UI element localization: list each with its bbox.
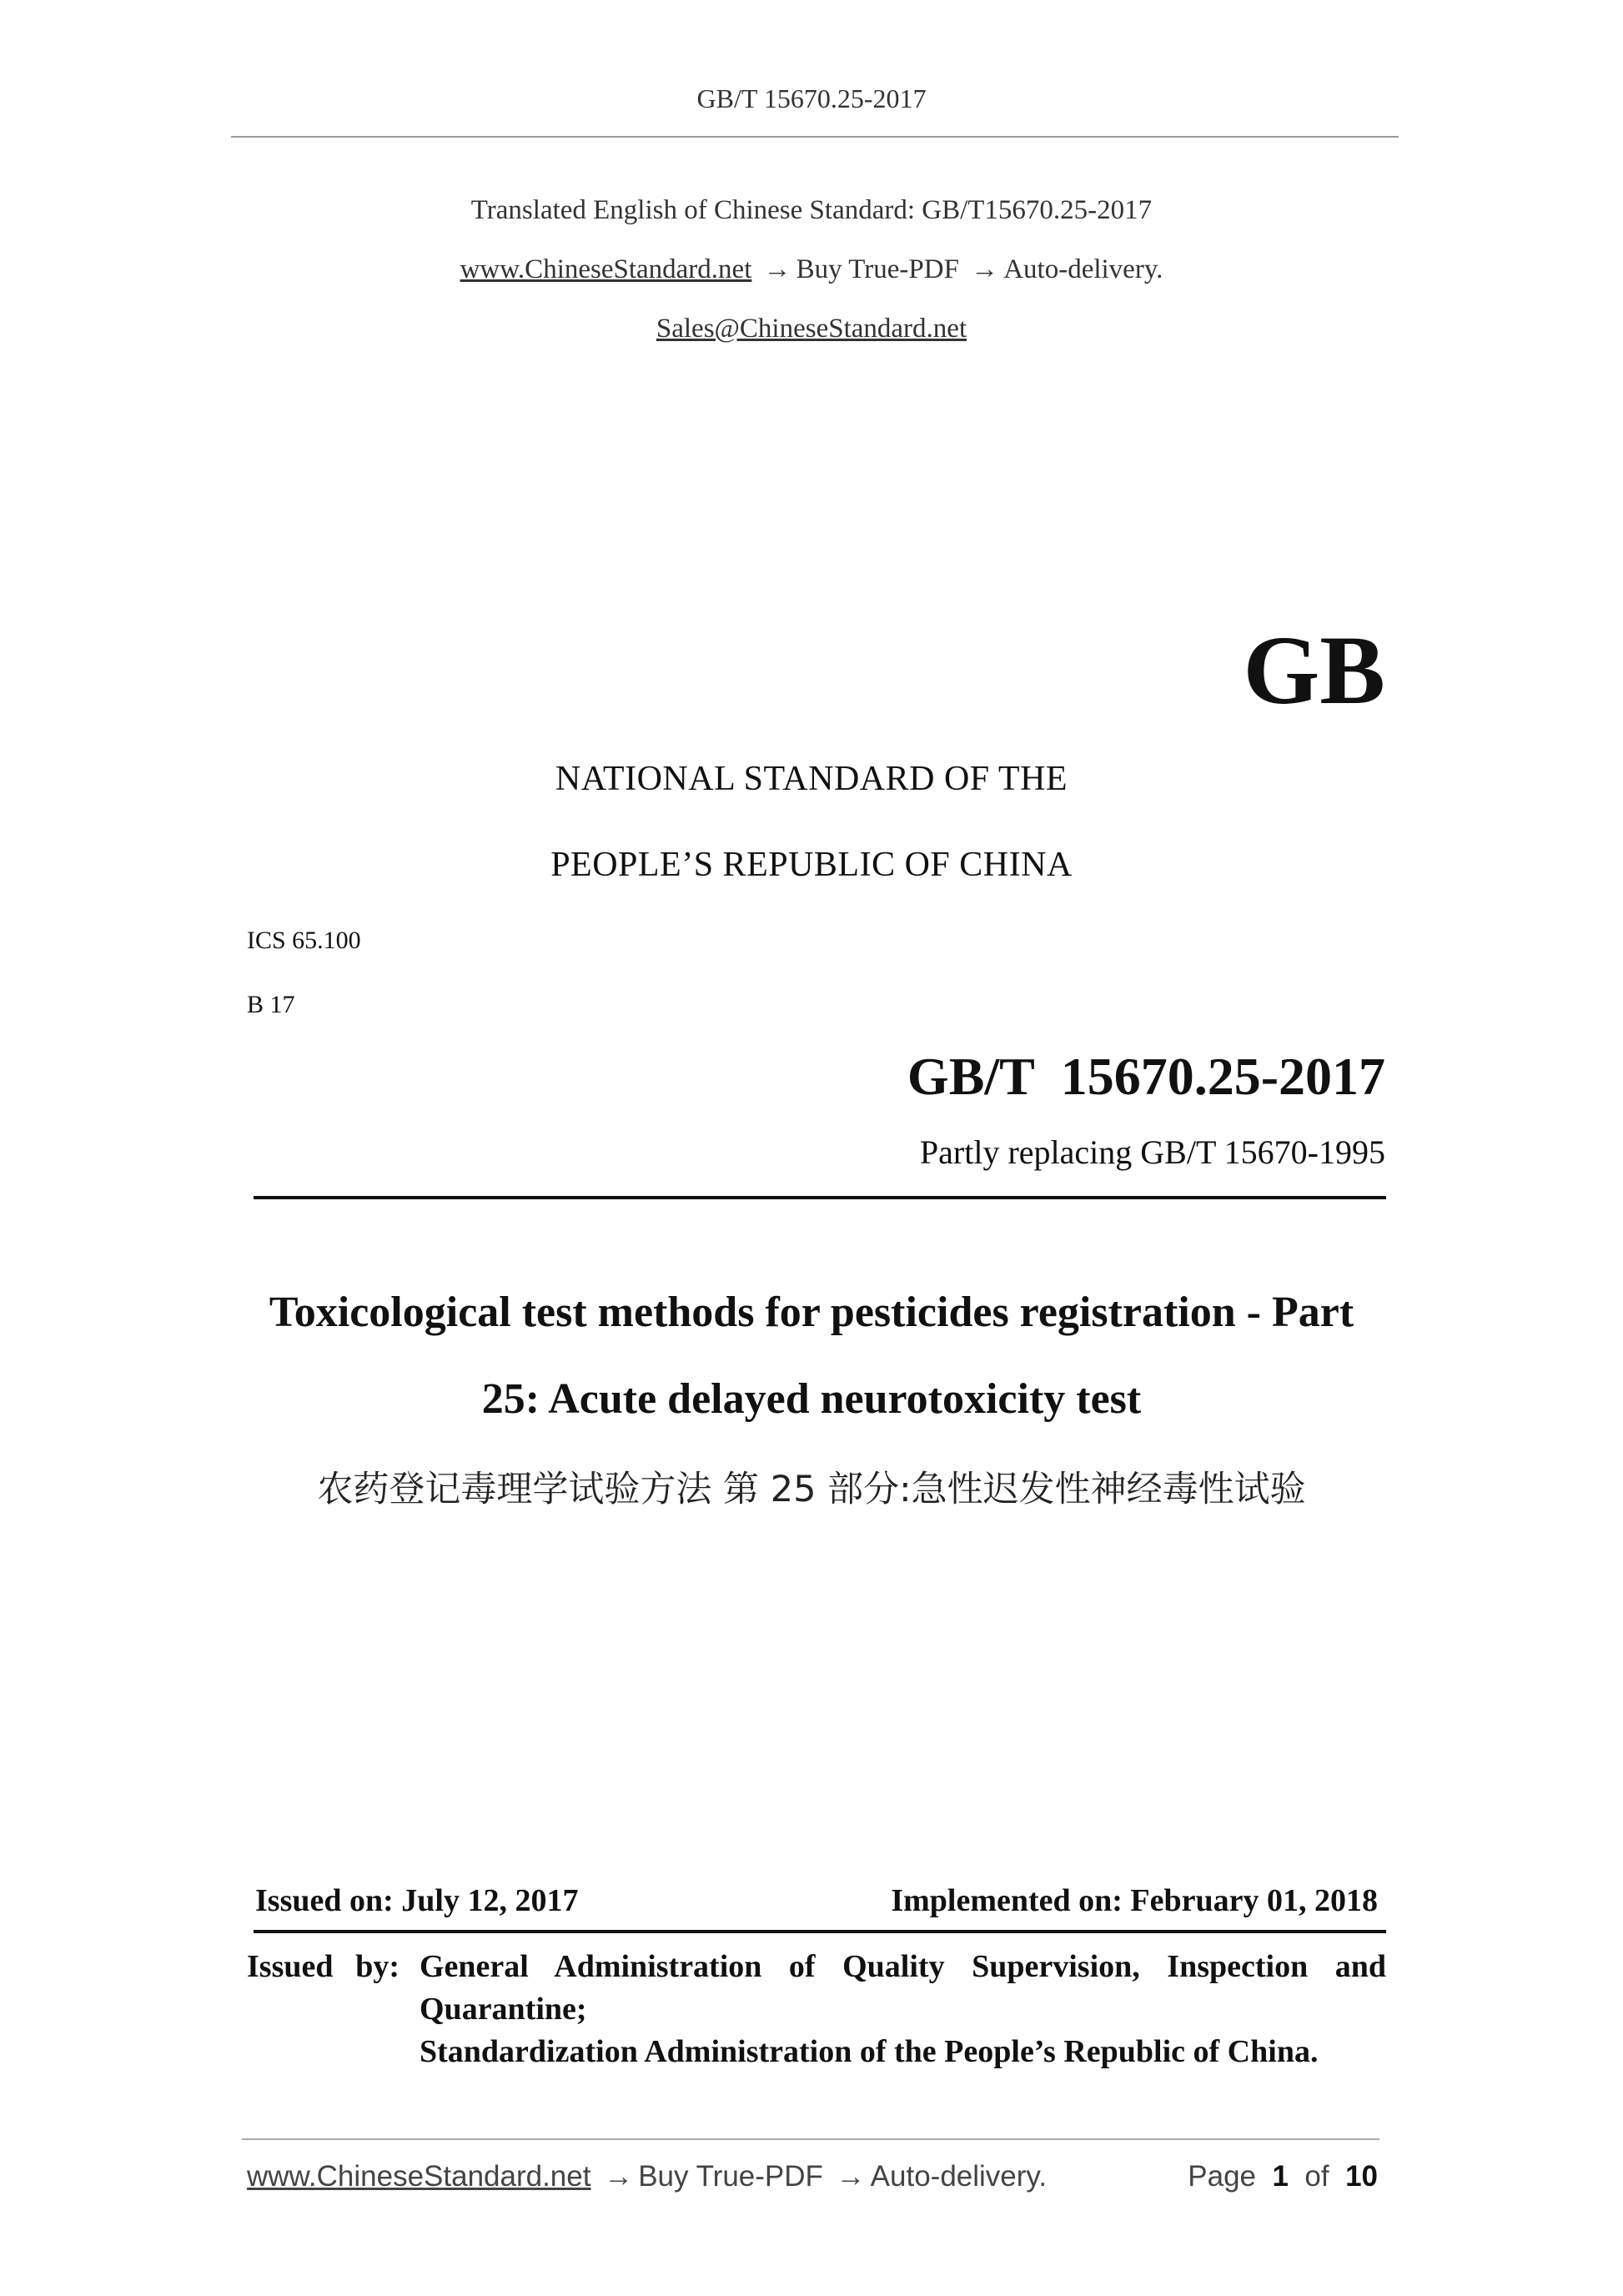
issuer-line-3: Standardization Administration of the People’s Republic of China. bbox=[420, 2034, 1319, 2069]
footer-auto-delivery-text: Auto-delivery. bbox=[870, 2160, 1048, 2193]
issue-divider bbox=[254, 1930, 1386, 1933]
header-divider bbox=[231, 136, 1399, 138]
footer-purchase-line bbox=[247, 2160, 1047, 2193]
footer-divider bbox=[242, 2138, 1379, 2140]
issuer-line-1: General Administration of Quality Supervision, Inspection and bbox=[420, 1949, 1386, 1984]
page-indicator bbox=[1188, 2160, 1378, 2193]
gb-logo: GB bbox=[1243, 615, 1385, 725]
sales-email-link[interactable]: Sales@ChineseStandard.net bbox=[656, 314, 967, 344]
site-link[interactable]: www.ChineseStandard.net bbox=[460, 254, 752, 284]
footer-buy-text: Buy True-PDF bbox=[638, 2160, 823, 2193]
issuer-line-2: Quarantine; bbox=[420, 1992, 587, 2027]
issued-by-label-word-1: Issued bbox=[247, 1949, 334, 1984]
arrow-right-icon: → bbox=[971, 254, 999, 284]
current-page-number: 1 bbox=[1272, 2160, 1289, 2193]
running-header: GB/T 15670.25-2017 bbox=[696, 83, 927, 113]
national-standard-line-2: PEOPLE’S REPUBLIC OF CHINA bbox=[550, 846, 1073, 884]
issued-by-label-word-2: by: bbox=[355, 1949, 399, 1984]
translation-notice: Translated English of Chinese Standard: GB/T15670.25-2017 bbox=[470, 195, 1153, 225]
issued-by-row bbox=[247, 1946, 1386, 1988]
standard-number: GB/T 15670.25-2017 bbox=[907, 1047, 1385, 1106]
document-title-line-1: Toxicological test methods for pesticides registration - Part bbox=[269, 1289, 1354, 1336]
arrow-right-icon: → bbox=[604, 2160, 634, 2193]
implemented-on-date: Implemented on: February 01, 2018 bbox=[891, 1883, 1378, 1918]
auto-delivery-text: Auto-delivery. bbox=[1003, 254, 1163, 284]
replacing-note: Partly replacing GB/T 15670-1995 bbox=[919, 1133, 1385, 1171]
email-line bbox=[0, 314, 1623, 344]
ccs-code: B 17 bbox=[247, 991, 295, 1018]
document-title-chinese: 农药登记毒理学试验方法 第 25 部分:急性迟发性神经毒性试验 bbox=[317, 1469, 1306, 1510]
page-label: Page bbox=[1188, 2160, 1257, 2193]
issued-on-date: Issued on: July 12, 2017 bbox=[255, 1883, 579, 1918]
buy-true-pdf-text: Buy True-PDF bbox=[796, 254, 959, 284]
footer-site-link[interactable]: www.ChineseStandard.net bbox=[247, 2160, 591, 2193]
total-page-count: 10 bbox=[1345, 2160, 1378, 2193]
ics-code: ICS 65.100 bbox=[247, 927, 361, 954]
arrow-right-icon: → bbox=[836, 2160, 866, 2193]
national-standard-line-1: NATIONAL STANDARD OF THE bbox=[555, 760, 1068, 798]
document-title-line-2: 25: Acute delayed neurotoxicity test bbox=[481, 1375, 1142, 1423]
purchase-line bbox=[0, 254, 1623, 285]
title-divider bbox=[254, 1196, 1386, 1199]
of-label: of bbox=[1304, 2160, 1329, 2193]
issued-by-block bbox=[247, 1946, 1386, 2073]
issued-by-label bbox=[247, 1946, 420, 1988]
arrow-right-icon: → bbox=[763, 254, 791, 284]
